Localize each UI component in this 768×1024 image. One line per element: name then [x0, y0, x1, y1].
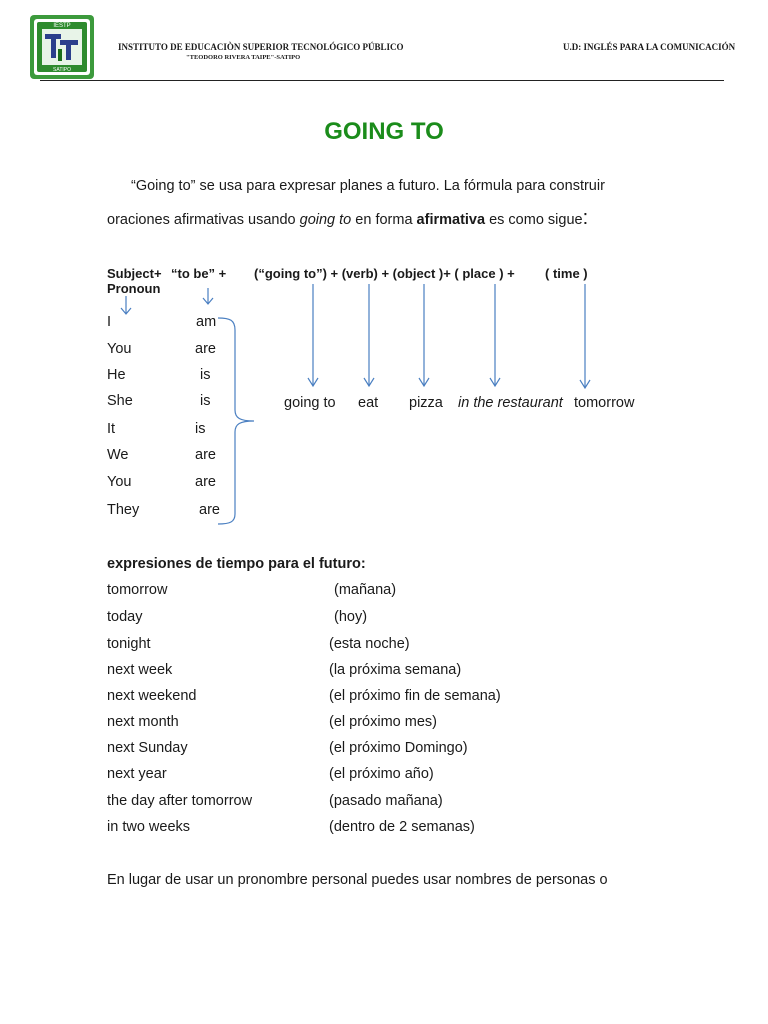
expression-es: (mañana)	[334, 582, 397, 598]
pronoun-item: It	[107, 421, 116, 437]
pronoun-item: We	[107, 447, 129, 463]
curly-brace	[218, 318, 254, 524]
expression-en: next Sunday	[107, 740, 188, 756]
pronoun-item: You	[107, 474, 132, 490]
institute-name: INSTITUTO DE EDUCACIÒN SUPERIOR TECNOLÓGICO PÚBLICO	[118, 42, 404, 52]
institute-subtitle: "TEODORO RIVERA TAIPE"-SATIPO	[186, 54, 301, 61]
formula-pronoun: Pronoun	[107, 281, 161, 296]
verb-item: am	[196, 314, 217, 330]
expression-es: (dentro de 2 semanas)	[329, 819, 475, 835]
formula-to-be: “to be” +	[171, 266, 227, 281]
expression-es: (la próxima semana)	[329, 662, 462, 678]
example-going-to: going to	[284, 395, 336, 411]
pronoun-item: You	[107, 341, 132, 357]
verb-item: is	[195, 421, 206, 437]
expression-es: (el próximo Domingo)	[329, 740, 468, 756]
expressions-heading: expresiones de tiempo para el futuro:	[107, 556, 366, 572]
intro-afirmativa: afirmativa	[416, 212, 486, 228]
expression-en: next year	[107, 766, 167, 782]
expression-es: (esta noche)	[329, 636, 410, 652]
expression-en: in two weeks	[107, 819, 191, 835]
verb-item: are	[199, 502, 220, 518]
intro-colon: :	[582, 207, 589, 229]
arrow-place	[490, 284, 500, 386]
intro-text-a: oraciones afirmativas usando	[107, 212, 296, 228]
intro-text-e: es como sigue	[489, 212, 583, 228]
formula-time: ( time )	[545, 266, 588, 281]
intro-going-to: going to	[299, 212, 352, 228]
logo-bottom-text: SATIPO	[53, 67, 71, 73]
expression-es: (hoy)	[334, 609, 368, 625]
verb-item: are	[195, 447, 216, 463]
verb-item: is	[200, 393, 211, 409]
expression-en: today	[107, 609, 143, 625]
expression-en: next weekend	[107, 688, 197, 704]
intro-text-c: en forma	[355, 212, 413, 228]
intro-line-1: “Going to” se usa para expresar planes a futuro. La fórmula para construir	[131, 178, 605, 194]
expression-en: next week	[107, 662, 173, 678]
verb-item: are	[195, 474, 216, 490]
formula-subject: Subject+	[107, 266, 162, 281]
verb-item: are	[195, 341, 216, 357]
expression-en: tonight	[107, 636, 151, 652]
example-place: in the restaurant	[458, 395, 563, 411]
arrow-verb	[364, 284, 374, 386]
example-verb: eat	[358, 395, 379, 411]
footer-paragraph: En lugar de usar un pronombre personal puedes usar nombres de personas o	[107, 872, 608, 888]
arrow-object	[419, 284, 429, 386]
arrow-time	[580, 284, 590, 388]
expression-en: next month	[107, 714, 179, 730]
logo-top-text: IESTP	[53, 23, 71, 29]
pronoun-item: She	[107, 393, 133, 409]
expression-en: tomorrow	[107, 582, 168, 598]
arrow-to-be	[203, 288, 213, 304]
example-object: pizza	[409, 395, 443, 411]
expression-es: (el próximo fin de semana)	[329, 688, 501, 704]
arrow-going-to	[308, 284, 318, 386]
pronoun-item: He	[107, 367, 126, 383]
verb-item: is	[200, 367, 211, 383]
formula-rest: (“going to”) + (verb) + (object )+ ( place ) +	[254, 266, 515, 281]
expression-es: (el próximo mes)	[329, 714, 437, 730]
expression-en: the day after tomorrow	[107, 793, 253, 809]
page-title: GOING TO	[324, 118, 444, 145]
course-name: U.D: INGLÉS PARA LA COMUNICACIÓN	[563, 42, 736, 52]
pronoun-item: I	[107, 314, 112, 330]
pronoun-item: They	[107, 502, 140, 518]
expression-es: (el próximo año)	[329, 766, 434, 782]
expression-es: (pasado mañana)	[329, 793, 443, 809]
arrow-subject	[121, 296, 131, 314]
example-time: tomorrow	[574, 395, 635, 411]
